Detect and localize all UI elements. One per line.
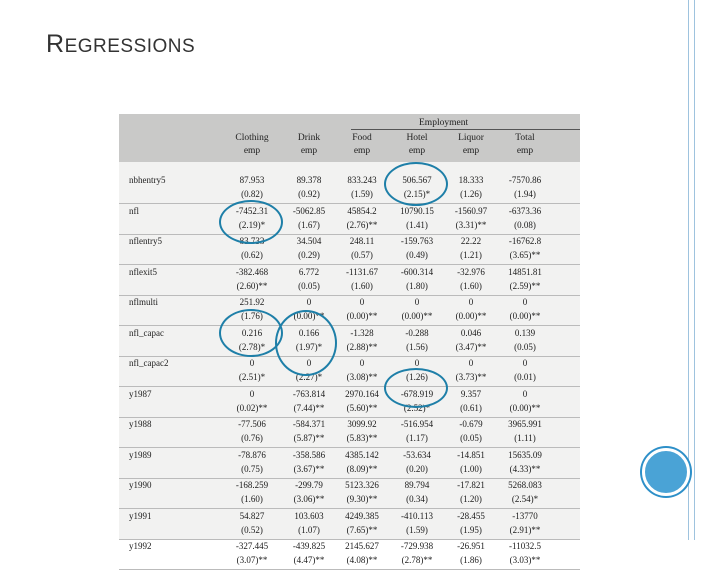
coefficient-cell: 34.504 <box>296 236 322 246</box>
coefficient-cell: -5062.85 <box>292 205 326 216</box>
tstat-cell: (1.59) <box>406 524 428 535</box>
tstat-cell: (0.49) <box>406 250 428 260</box>
tstat-cell: (3.73)** <box>455 372 487 382</box>
row-rule <box>119 325 580 326</box>
coefficient-cell: -763.814 <box>292 388 326 399</box>
tstat-cell: (2.78)** <box>401 555 433 565</box>
tstat-cell: (1.59) <box>351 189 373 199</box>
slide-title <box>46 30 195 59</box>
row-rule <box>119 417 580 418</box>
row-rule <box>119 508 580 509</box>
row-rule <box>119 539 580 540</box>
tstat-cell: (5.83)** <box>346 433 378 443</box>
coefficient-cell: 0 <box>468 358 474 368</box>
coefficient-cell: -32.976 <box>457 266 485 277</box>
coefficient-cell: 0.216 <box>241 327 263 338</box>
coefficient-cell: 0 <box>306 297 312 307</box>
column-header-line: Clothing <box>235 133 269 143</box>
tstat-cell: (1.97)* <box>295 341 323 352</box>
tstat-cell: (0.01) <box>514 372 536 382</box>
tstat-cell: (2.54)* <box>511 494 539 504</box>
coefficient-cell: 2970.164 <box>345 388 379 399</box>
coefficient-cell: -7570.86 <box>508 175 542 185</box>
highlight-circle <box>384 368 448 408</box>
coefficient-cell: 0 <box>249 358 255 368</box>
regression-table-image <box>119 114 580 565</box>
coefficient-cell: -600.314 <box>400 266 434 277</box>
tstat-cell: (1.17) <box>406 433 428 443</box>
row-label: nflmulti <box>129 297 158 307</box>
column-header-line: emp <box>353 146 371 156</box>
tstat-cell: (2.91)** <box>509 524 541 535</box>
decorative-circle <box>642 448 690 496</box>
column-header <box>225 132 279 158</box>
coefficient-cell: 10790.15 <box>400 205 434 216</box>
coefficient-cell: 2145.627 <box>345 541 379 551</box>
tstat-cell: (0.08) <box>514 219 536 230</box>
tstat-cell: (2.51)* <box>238 372 266 382</box>
tstat-cell: (1.56) <box>406 341 428 352</box>
tstat-cell: (3.31)** <box>455 219 487 230</box>
coefficient-cell: 0 <box>306 358 312 368</box>
coefficient-cell: -410.113 <box>401 510 433 521</box>
employment-group-header: Employment <box>419 118 469 128</box>
tstat-cell: (1.60) <box>351 280 373 291</box>
coefficient-cell: 6.772 <box>298 266 320 277</box>
row-rule <box>119 356 580 357</box>
tstat-cell: (0.82) <box>241 189 263 199</box>
tstat-cell: (2.59)** <box>509 280 541 291</box>
tstat-cell: (2.27)* <box>295 372 323 382</box>
tstat-cell: (0.20) <box>406 463 428 474</box>
tstat-cell: (1.21) <box>460 250 482 260</box>
tstat-cell: (0.62) <box>241 250 263 260</box>
row-label: y1989 <box>129 449 152 460</box>
coefficient-cell: 22.22 <box>460 236 482 246</box>
tstat-cell: (0.00)** <box>509 402 541 413</box>
tstat-cell: (1.94) <box>514 189 536 199</box>
row-label: nfl <box>129 205 139 216</box>
coefficient-cell: -382.468 <box>235 266 269 277</box>
row-label: y1991 <box>129 510 152 521</box>
coefficient-cell: 833.243 <box>347 175 377 185</box>
coefficient-cell: -516.954 <box>400 419 434 429</box>
row-rule <box>119 295 580 296</box>
coefficient-cell: -6373.36 <box>508 205 542 216</box>
tstat-cell: (1.80) <box>406 280 428 291</box>
coefficient-cell: 3099.92 <box>347 419 377 429</box>
coefficient-cell: 248.11 <box>349 236 375 246</box>
row-rule <box>119 478 580 479</box>
tstat-cell: (2.52)* <box>403 402 431 413</box>
column-header-line: Drink <box>297 133 321 143</box>
row-label: nbhentry5 <box>129 175 166 185</box>
coefficient-cell: -678.919 <box>400 388 434 399</box>
tstat-cell: (0.92) <box>298 189 320 199</box>
tstat-cell: (7.65)** <box>346 524 378 535</box>
row-label: y1992 <box>129 541 152 551</box>
coefficient-cell: 45854.2 <box>347 205 377 216</box>
tstat-cell: (0.29) <box>298 250 320 260</box>
tstat-cell: (0.00)** <box>401 311 433 321</box>
coefficient-cell: 4385.142 <box>345 449 379 460</box>
coefficient-cell: -14.851 <box>457 449 485 460</box>
column-header-line: emp <box>243 146 261 156</box>
tstat-cell: (1.76) <box>241 311 263 321</box>
tstat-cell: (0.00)** <box>346 311 378 321</box>
coefficient-cell: 103.603 <box>294 510 324 521</box>
row-label: nfl_capac2 <box>129 358 169 368</box>
coefficient-cell: 5268.083 <box>508 480 542 490</box>
coefficient-cell: -11032.5 <box>509 541 541 551</box>
tstat-cell: (1.60) <box>460 280 482 291</box>
tstat-cell: (1.95) <box>460 524 482 535</box>
slide-frame-line-inner <box>694 0 695 540</box>
tstat-cell: (0.76) <box>241 433 263 443</box>
coefficient-cell: 0.166 <box>298 327 320 338</box>
coefficient-cell: -729.938 <box>400 541 434 551</box>
coefficient-cell: 0 <box>522 297 528 307</box>
highlight-circle <box>275 310 337 376</box>
tstat-cell: (0.05) <box>514 341 536 352</box>
tstat-cell: (4.08)** <box>346 555 378 565</box>
row-rule <box>119 234 580 235</box>
coefficient-cell: -77.506 <box>238 419 266 429</box>
coefficient-cell: 0.046 <box>460 327 482 338</box>
tstat-cell: (0.52) <box>241 524 263 535</box>
coefficient-cell: 4249.385 <box>345 510 379 521</box>
tstat-cell: (8.09)** <box>346 463 378 474</box>
tstat-cell: (0.00)** <box>455 311 487 321</box>
column-header <box>335 132 389 158</box>
column-header <box>498 132 552 158</box>
coefficient-cell: 506.567 <box>402 175 432 185</box>
tstat-cell: (2.76)** <box>346 219 378 230</box>
coefficient-cell: -0.288 <box>405 327 429 338</box>
row-label: nflexit5 <box>129 266 157 277</box>
coefficient-cell: 89.378 <box>296 175 322 185</box>
coefficient-cell: -584.371 <box>292 419 326 429</box>
coefficient-cell: 83.733 <box>239 236 265 246</box>
tstat-cell: (1.26) <box>460 189 482 199</box>
tstat-cell: (0.02)** <box>236 402 268 413</box>
tstat-cell: (2.60)** <box>236 280 268 291</box>
tstat-cell: (5.60)** <box>346 402 378 413</box>
coefficient-cell: -0.679 <box>459 419 483 429</box>
coefficient-cell: 5123.326 <box>345 480 379 490</box>
column-header-line: emp <box>462 146 480 156</box>
highlight-circle <box>219 309 283 357</box>
tstat-cell: (0.05) <box>460 433 482 443</box>
row-rule <box>119 203 580 204</box>
tstat-cell: (2.78)* <box>238 341 266 352</box>
column-header-line: Food <box>352 133 372 143</box>
column-header-line: Liquor <box>458 133 484 143</box>
column-header-line: emp <box>516 146 534 156</box>
tstat-cell: (1.41) <box>406 219 428 230</box>
column-header <box>444 132 498 158</box>
tstat-cell: (0.00)** <box>293 311 325 321</box>
coefficient-cell: 54.827 <box>239 510 265 521</box>
column-header <box>390 132 444 158</box>
tstat-cell: (0.05) <box>298 280 320 291</box>
row-label: nfl_capac <box>129 327 164 338</box>
employment-header-rule <box>351 129 580 130</box>
tstat-cell: (3.47)** <box>455 341 487 352</box>
tstat-cell: (2.15)* <box>403 189 431 199</box>
tstat-cell: (7.44)** <box>293 402 325 413</box>
coefficient-cell: 0 <box>522 388 528 399</box>
tstat-cell: (3.03)** <box>509 555 541 565</box>
coefficient-cell: 0 <box>468 297 474 307</box>
column-header-line: Total <box>515 133 535 143</box>
tstat-cell: (3.67)** <box>293 463 325 474</box>
highlight-circle <box>384 162 448 206</box>
coefficient-cell: 0 <box>522 358 528 368</box>
tstat-cell: (0.61) <box>460 402 482 413</box>
coefficient-cell: -13770 <box>512 510 538 521</box>
coefficient-cell: -26.951 <box>457 541 485 551</box>
tstat-cell: (3.08)** <box>346 372 378 382</box>
row-rule <box>119 264 580 265</box>
coefficient-cell: 15635.09 <box>508 449 542 460</box>
tstat-cell: (1.11) <box>514 433 536 443</box>
coefficient-cell: 0.139 <box>514 327 536 338</box>
tstat-cell: (1.60) <box>241 494 263 504</box>
coefficient-cell: -327.445 <box>235 541 269 551</box>
coefficient-cell: 89.794 <box>404 480 430 490</box>
row-rule <box>119 386 580 387</box>
tstat-cell: (0.34) <box>406 494 428 504</box>
coefficient-cell: -159.763 <box>400 236 434 246</box>
tstat-cell: (1.20) <box>460 494 482 504</box>
coefficient-cell: 18.333 <box>458 175 484 185</box>
row-rule <box>119 447 580 448</box>
coefficient-cell: 14851.81 <box>508 266 542 277</box>
row-label: nflentry5 <box>129 236 162 246</box>
row-label: y1987 <box>129 388 152 399</box>
coefficient-cell: 0 <box>249 388 255 399</box>
tstat-cell: (4.33)** <box>509 463 541 474</box>
tstat-cell: (1.07) <box>298 524 320 535</box>
column-header-line: emp <box>300 146 318 156</box>
coefficient-cell: -1560.97 <box>454 205 488 216</box>
highlight-circle <box>219 200 283 244</box>
tstat-cell: (2.19)* <box>238 219 266 230</box>
tstat-cell: (0.57) <box>351 250 373 260</box>
coefficient-cell: 0 <box>359 297 365 307</box>
tstat-cell: (1.67) <box>298 219 320 230</box>
coefficient-cell: -78.876 <box>238 449 266 460</box>
coefficient-cell: -16762.8 <box>508 236 542 246</box>
row-label: y1988 <box>129 419 152 429</box>
tstat-cell: (1.86) <box>460 555 482 565</box>
column-header-line: Hotel <box>406 133 428 143</box>
coefficient-cell: -299.79 <box>295 480 323 490</box>
coefficient-cell: -358.586 <box>292 449 326 460</box>
coefficient-cell: 251.92 <box>239 297 265 307</box>
coefficient-cell: -7452.31 <box>235 205 269 216</box>
tstat-cell: (0.75) <box>241 463 263 474</box>
slide-title-rest: EGRESSIONS <box>64 36 196 57</box>
tstat-cell: (1.26) <box>406 372 428 382</box>
tstat-cell: (5.87)** <box>293 433 325 443</box>
coefficient-cell: 0 <box>414 297 420 307</box>
tstat-cell: (1.00) <box>460 463 482 474</box>
slide-title-initial: R <box>46 30 65 58</box>
tstat-cell: (0.00)** <box>509 311 541 321</box>
coefficient-cell: -17.821 <box>457 480 485 490</box>
tstat-cell: (3.07)** <box>236 555 268 565</box>
tstat-cell: (2.88)** <box>346 341 378 352</box>
tstat-cell: (3.65)** <box>509 250 541 260</box>
coefficient-cell: -28.455 <box>457 510 485 521</box>
coefficient-cell: 3965.991 <box>508 419 542 429</box>
tstat-cell: (9.30)** <box>346 494 378 504</box>
coefficient-cell: 0 <box>359 358 365 368</box>
coefficient-cell: -1.328 <box>350 327 374 338</box>
coefficient-cell: -439.825 <box>292 541 326 551</box>
coefficient-cell: -1131.67 <box>346 266 378 277</box>
coefficient-cell: 9.357 <box>460 388 482 399</box>
coefficient-cell: 87.953 <box>239 175 265 185</box>
tstat-cell: (4.47)** <box>293 555 325 565</box>
column-header-line: emp <box>408 146 426 156</box>
slide-frame-line-outer <box>688 0 689 540</box>
column-header <box>282 132 336 158</box>
coefficient-cell: -53.634 <box>403 449 431 460</box>
tstat-cell: (3.06)** <box>293 494 325 504</box>
coefficient-cell: -168.259 <box>235 480 269 490</box>
coefficient-cell: 0 <box>414 358 420 368</box>
row-label: y1990 <box>129 480 152 490</box>
